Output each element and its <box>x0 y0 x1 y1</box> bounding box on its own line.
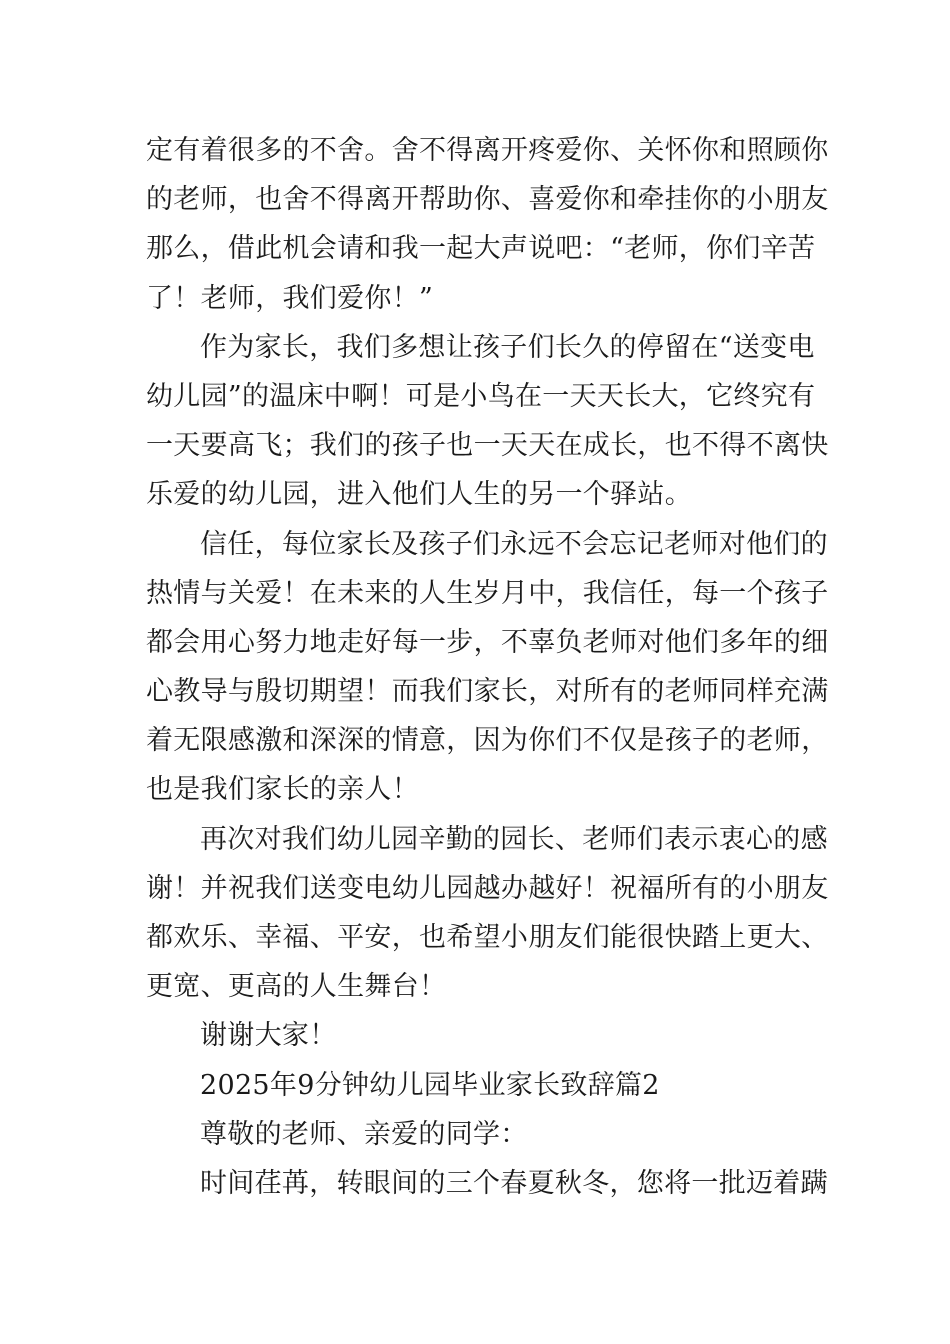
text-line: 那么，借此机会请和我一起大声说吧：“老师，你们辛苦 <box>146 233 816 265</box>
text-line: 尊敬的老师、亲爱的同学： <box>200 1118 528 1150</box>
text-line: 也是我们家长的亲人！ <box>146 774 419 806</box>
text-line: 谢谢大家！ <box>200 1020 337 1052</box>
text-line: 了！老师，我们爱你！” <box>146 282 434 314</box>
text-line: 更宽、更高的人生舞台！ <box>146 971 447 1003</box>
text-line: 着无限感激和深深的情意，因为你们不仅是孩子的老师， <box>146 725 829 757</box>
text-line: 再次对我们幼儿园辛勤的园长、老师们表示衷心的感 <box>200 823 828 855</box>
section-heading: 2025年9分钟幼儿园毕业家长致辞篇2 <box>200 1069 660 1101</box>
body-text <box>146 126 829 1208</box>
text-line: 都会用心努力地走好每一步，不辜负老师对他们多年的细 <box>146 626 829 658</box>
text-line: 热情与关爱！在未来的人生岁月中，我信任，每一个孩子 <box>146 577 829 609</box>
text-line: 时间荏苒，转眼间的三个春夏秋冬，您将一批迈着蹒 <box>200 1167 828 1199</box>
text-line: 的老师，也舍不得离开帮助你、喜爱你和牵挂你的小朋友 <box>146 184 829 216</box>
text-line: 都欢乐、幸福、平安，也希望小朋友们能很快踏上更大、 <box>146 922 829 953</box>
text-line: 谢！并祝我们送变电幼儿园越办越好！祝福所有的小朋友 <box>146 872 829 904</box>
text-line: 幼儿园”的温床中啊！可是小鸟在一天天长大，它终究有 <box>146 380 816 412</box>
text-line: 信任，每位家长及孩子们永远不会忘记老师对他们的 <box>200 528 828 560</box>
text-line: 乐爱的幼儿园，进入他们人生的另一个驿站。 <box>146 479 692 511</box>
text-line: 心教导与殷切期望！而我们家长，对所有的老师同样充满 <box>146 676 829 708</box>
text-line: 作为家长，我们多想让孩子们长久的停留在“送变电 <box>200 331 815 363</box>
text-line: 一天要高飞；我们的孩子也一天天在成长，也不得不离快 <box>146 430 829 462</box>
text-line: 定有着很多的不舍。舍不得离开疼爱你、关怀你和照顾你 <box>146 135 829 166</box>
